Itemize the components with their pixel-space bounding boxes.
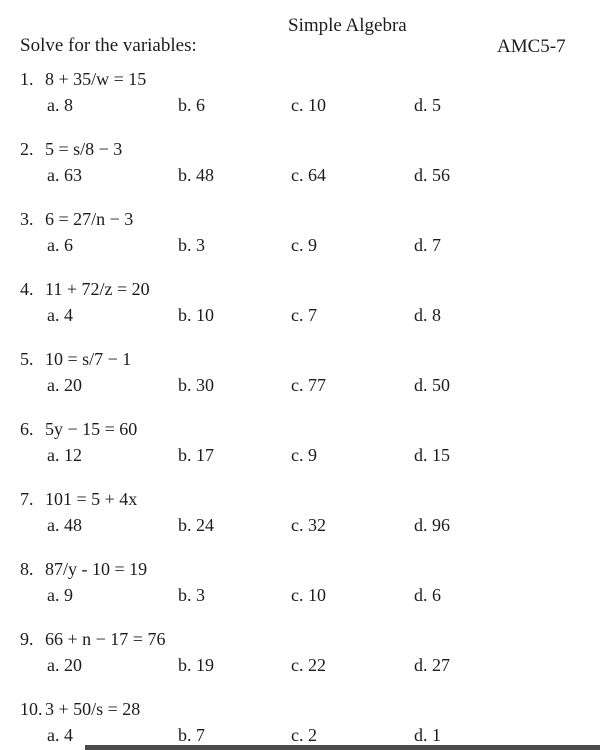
choices-row bbox=[20, 514, 600, 536]
problem-7 bbox=[20, 488, 600, 536]
choice-b: b. 30 bbox=[178, 375, 214, 395]
equation-line bbox=[20, 698, 600, 720]
choice-b: b. 6 bbox=[178, 95, 205, 115]
choice-d: d. 1 bbox=[414, 725, 441, 745]
problem-4 bbox=[20, 278, 600, 326]
problem-equation: 6 = 27/n − 3 bbox=[45, 209, 134, 229]
choices-row bbox=[20, 304, 600, 326]
worksheet-title: Simple Algebra bbox=[288, 15, 407, 36]
problem-equation: 5y − 15 = 60 bbox=[45, 419, 138, 439]
equation-line bbox=[20, 628, 600, 650]
problem-number: 5. bbox=[20, 349, 34, 369]
choice-d: d. 56 bbox=[414, 165, 450, 185]
choice-b: b. 3 bbox=[178, 235, 205, 255]
equation-line bbox=[20, 68, 600, 90]
problem-equation: 11 + 72/z = 20 bbox=[45, 279, 150, 299]
choice-c: c. 32 bbox=[291, 515, 326, 535]
equation-line bbox=[20, 348, 600, 370]
equation-line bbox=[20, 558, 600, 580]
choice-c: c. 2 bbox=[291, 725, 317, 745]
choice-a: a. 6 bbox=[47, 235, 73, 255]
choice-c: c. 9 bbox=[291, 235, 317, 255]
choice-d: d. 5 bbox=[414, 95, 441, 115]
problem-number: 4. bbox=[20, 279, 34, 299]
instruction-text: Solve for the variables: bbox=[20, 35, 197, 56]
choices-row bbox=[20, 584, 600, 606]
equation-line bbox=[20, 488, 600, 510]
choice-a: a. 4 bbox=[47, 305, 73, 325]
choice-d: d. 96 bbox=[414, 515, 450, 535]
problem-9 bbox=[20, 628, 600, 676]
problem-number: 9. bbox=[20, 629, 34, 649]
problem-number: 7. bbox=[20, 489, 34, 509]
choice-c: c. 64 bbox=[291, 165, 326, 185]
problem-number: 8. bbox=[20, 559, 34, 579]
choice-d: d. 7 bbox=[414, 235, 441, 255]
choice-c: c. 10 bbox=[291, 585, 326, 605]
choice-c: c. 7 bbox=[291, 305, 317, 325]
choice-c: c. 22 bbox=[291, 655, 326, 675]
choice-a: a. 20 bbox=[47, 655, 82, 675]
problem-equation: 101 = 5 + 4x bbox=[45, 489, 138, 509]
choices-row bbox=[20, 164, 600, 186]
problem-10 bbox=[20, 698, 600, 746]
equation-line bbox=[20, 138, 600, 160]
choice-a: a. 8 bbox=[47, 95, 73, 115]
equation-line bbox=[20, 278, 600, 300]
choice-d: d. 27 bbox=[414, 655, 450, 675]
bottom-edge-bar bbox=[85, 745, 600, 750]
worksheet-header bbox=[0, 0, 600, 68]
problem-number: 1. bbox=[20, 69, 34, 89]
choices-row bbox=[20, 654, 600, 676]
choice-b: b. 19 bbox=[178, 655, 214, 675]
choice-a: a. 12 bbox=[47, 445, 82, 465]
choice-d: d. 15 bbox=[414, 445, 450, 465]
problem-5 bbox=[20, 348, 600, 396]
problem-6 bbox=[20, 418, 600, 466]
problem-equation: 3 + 50/s = 28 bbox=[45, 699, 141, 719]
problem-1 bbox=[20, 68, 600, 116]
choice-c: c. 77 bbox=[291, 375, 326, 395]
choice-d: d. 6 bbox=[414, 585, 441, 605]
choice-c: c. 9 bbox=[291, 445, 317, 465]
choice-d: d. 50 bbox=[414, 375, 450, 395]
choice-a: a. 9 bbox=[47, 585, 73, 605]
choices-row bbox=[20, 94, 600, 116]
choice-d: d. 8 bbox=[414, 305, 441, 325]
problem-equation: 87/y - 10 = 19 bbox=[45, 559, 148, 579]
choice-b: b. 48 bbox=[178, 165, 214, 185]
problem-3 bbox=[20, 208, 600, 256]
problem-equation: 10 = s/7 − 1 bbox=[45, 349, 132, 369]
worksheet-code: AMC5-7 bbox=[497, 36, 566, 57]
choice-b: b. 17 bbox=[178, 445, 214, 465]
problem-8 bbox=[20, 558, 600, 606]
choice-a: a. 4 bbox=[47, 725, 73, 745]
equation-line bbox=[20, 208, 600, 230]
choices-row bbox=[20, 374, 600, 396]
problem-number: 10. bbox=[20, 699, 43, 719]
choice-a: a. 63 bbox=[47, 165, 82, 185]
choice-a: a. 48 bbox=[47, 515, 82, 535]
problem-equation: 5 = s/8 − 3 bbox=[45, 139, 123, 159]
equation-line bbox=[20, 418, 600, 440]
choices-row bbox=[20, 724, 600, 746]
problem-number: 3. bbox=[20, 209, 34, 229]
choice-a: a. 20 bbox=[47, 375, 82, 395]
choice-b: b. 10 bbox=[178, 305, 214, 325]
problem-number: 6. bbox=[20, 419, 34, 439]
choice-b: b. 7 bbox=[178, 725, 205, 745]
choice-c: c. 10 bbox=[291, 95, 326, 115]
choice-b: b. 24 bbox=[178, 515, 214, 535]
problem-number: 2. bbox=[20, 139, 34, 159]
choices-row bbox=[20, 234, 600, 256]
choice-b: b. 3 bbox=[178, 585, 205, 605]
choices-row bbox=[20, 444, 600, 466]
problem-equation: 66 + n − 17 = 76 bbox=[45, 629, 166, 649]
problem-2 bbox=[20, 138, 600, 186]
problem-equation: 8 + 35/w = 15 bbox=[45, 69, 147, 89]
